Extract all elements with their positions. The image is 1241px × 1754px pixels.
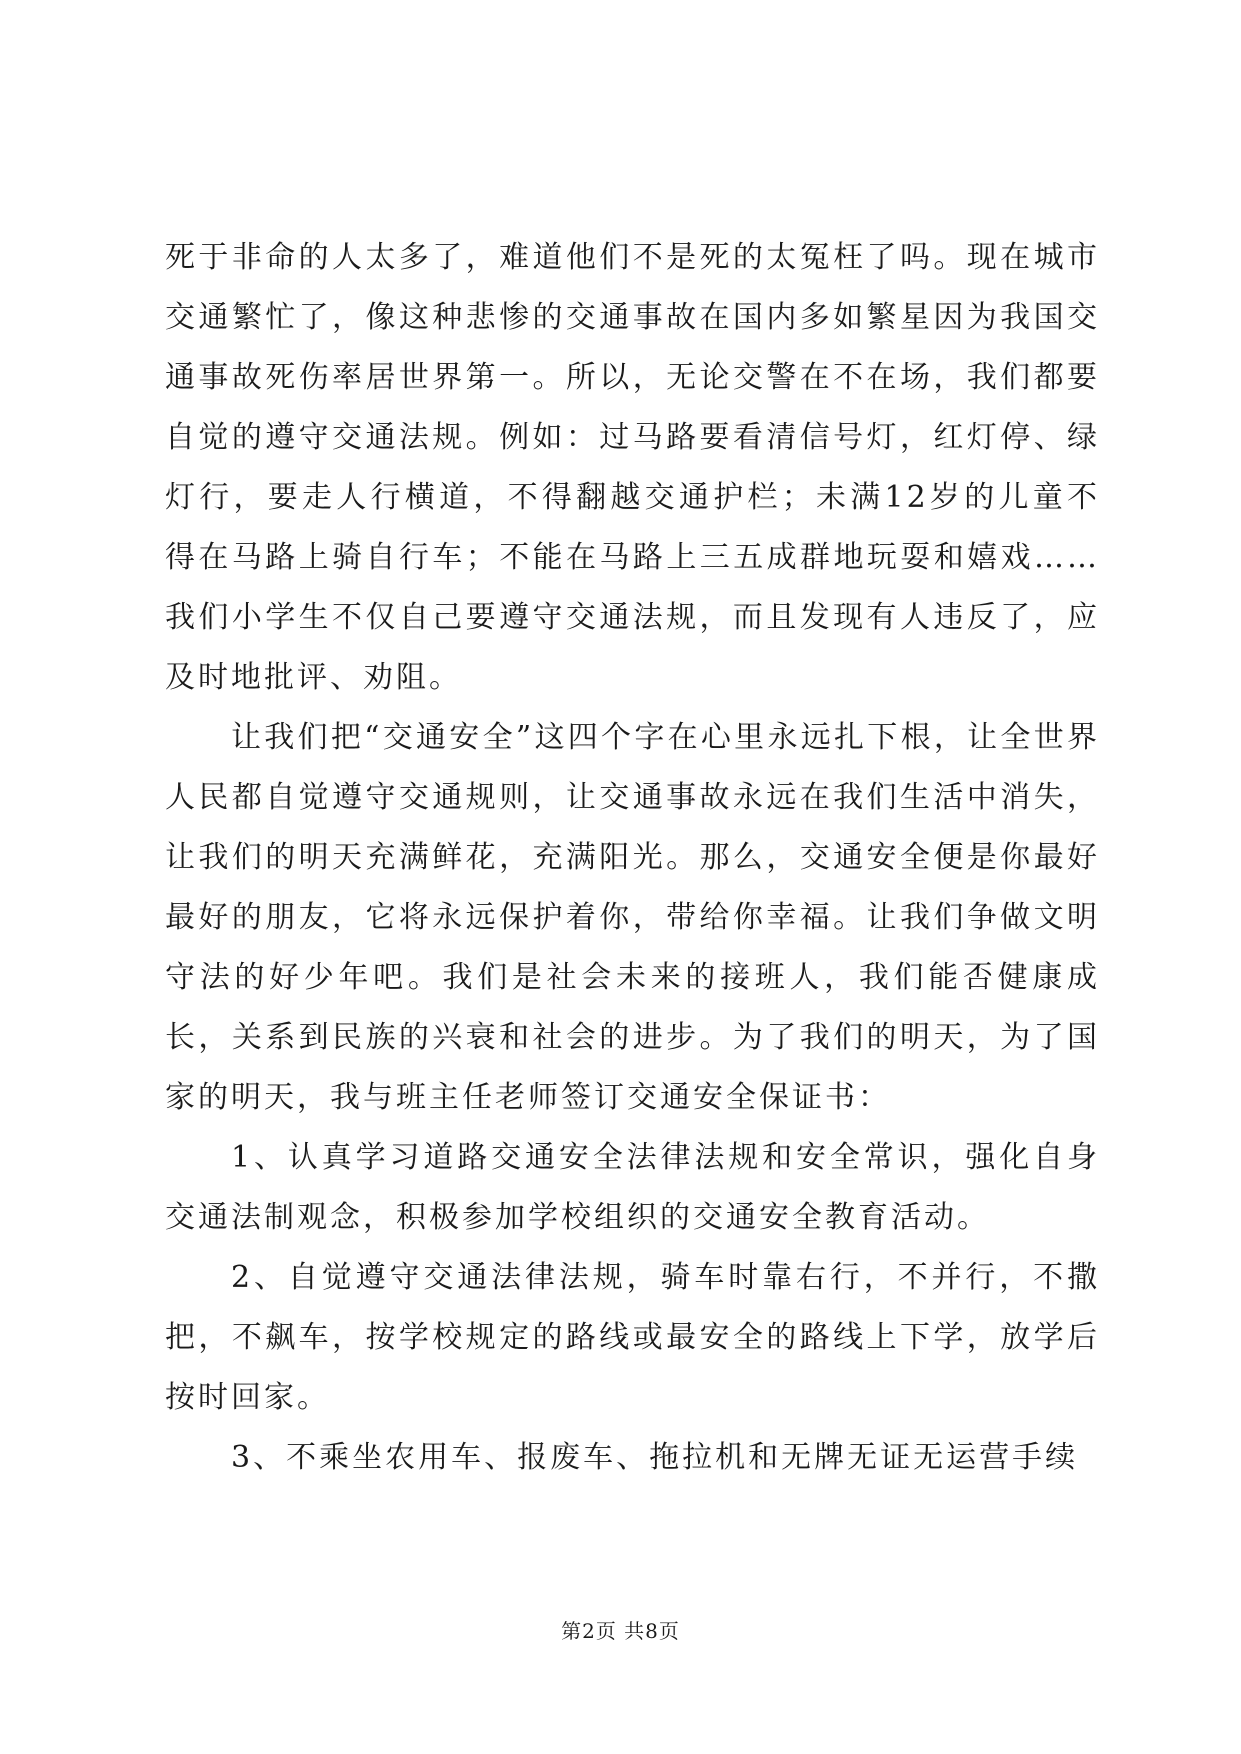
- pledge-item-1: 1、认真学习道路交通安全法律法规和安全常识，强化自身交通法制观念，积极参加学校组织的交通安全教育活动。: [165, 1140, 1100, 1235]
- paragraph-pledge-intro: 让我们把“交通安全”这四个字在心里永远扎下根，让全世界人民都自觉遵守交通规则，让交通事故永远在我们生活中消失，让我们的明天充满鲜花，充满阳光。那么，交通安全便是你最好最好的朋友，它将永远保护着你，带给你幸福。让我们争做文明守法的好少年吧。我们是社会未来的接班人，我们能否健康成长，关系到民族的兴衰和社会的进步。为了我们的明天，为了国家的明天，我与班主任老师签订交通安全保证书：: [165, 720, 1100, 1115]
- pledge-item-3: 3、不乘坐农用车、报废车、拖拉机和无牌无证无运营手续: [231, 1440, 1079, 1475]
- page-number-footer: 第2页 共8页: [561, 1619, 680, 1643]
- pledge-item-2: 2、自觉遵守交通法律法规，骑车时靠右行，不并行，不撒把，不飙车，按学校规定的路线或最安全的路线上下学，放学后按时回家。: [165, 1260, 1100, 1415]
- document-body: [165, 228, 1100, 1488]
- paragraph-traffic-rules: 死于非命的人太多了，难道他们不是死的太冤枉了吗。现在城市交通繁忙了，像这种悲惨的交通事故在国内多如繁星因为我国交通事故死伤率居世界第一。所以，无论交警在不在场，我们都要自觉的遵守交通法规。例如：过马路要看清信号灯，红灯停、绿灯行，要走人行横道，不得翻越交通护栏；未满12岁的儿童不得在马路上骑自行车；不能在马路上三五成群地玩耍和嬉戏……我们小学生不仅自己要遵守交通法规，而且发现有人违反了，应及时地批评、劝阻。: [165, 240, 1100, 695]
